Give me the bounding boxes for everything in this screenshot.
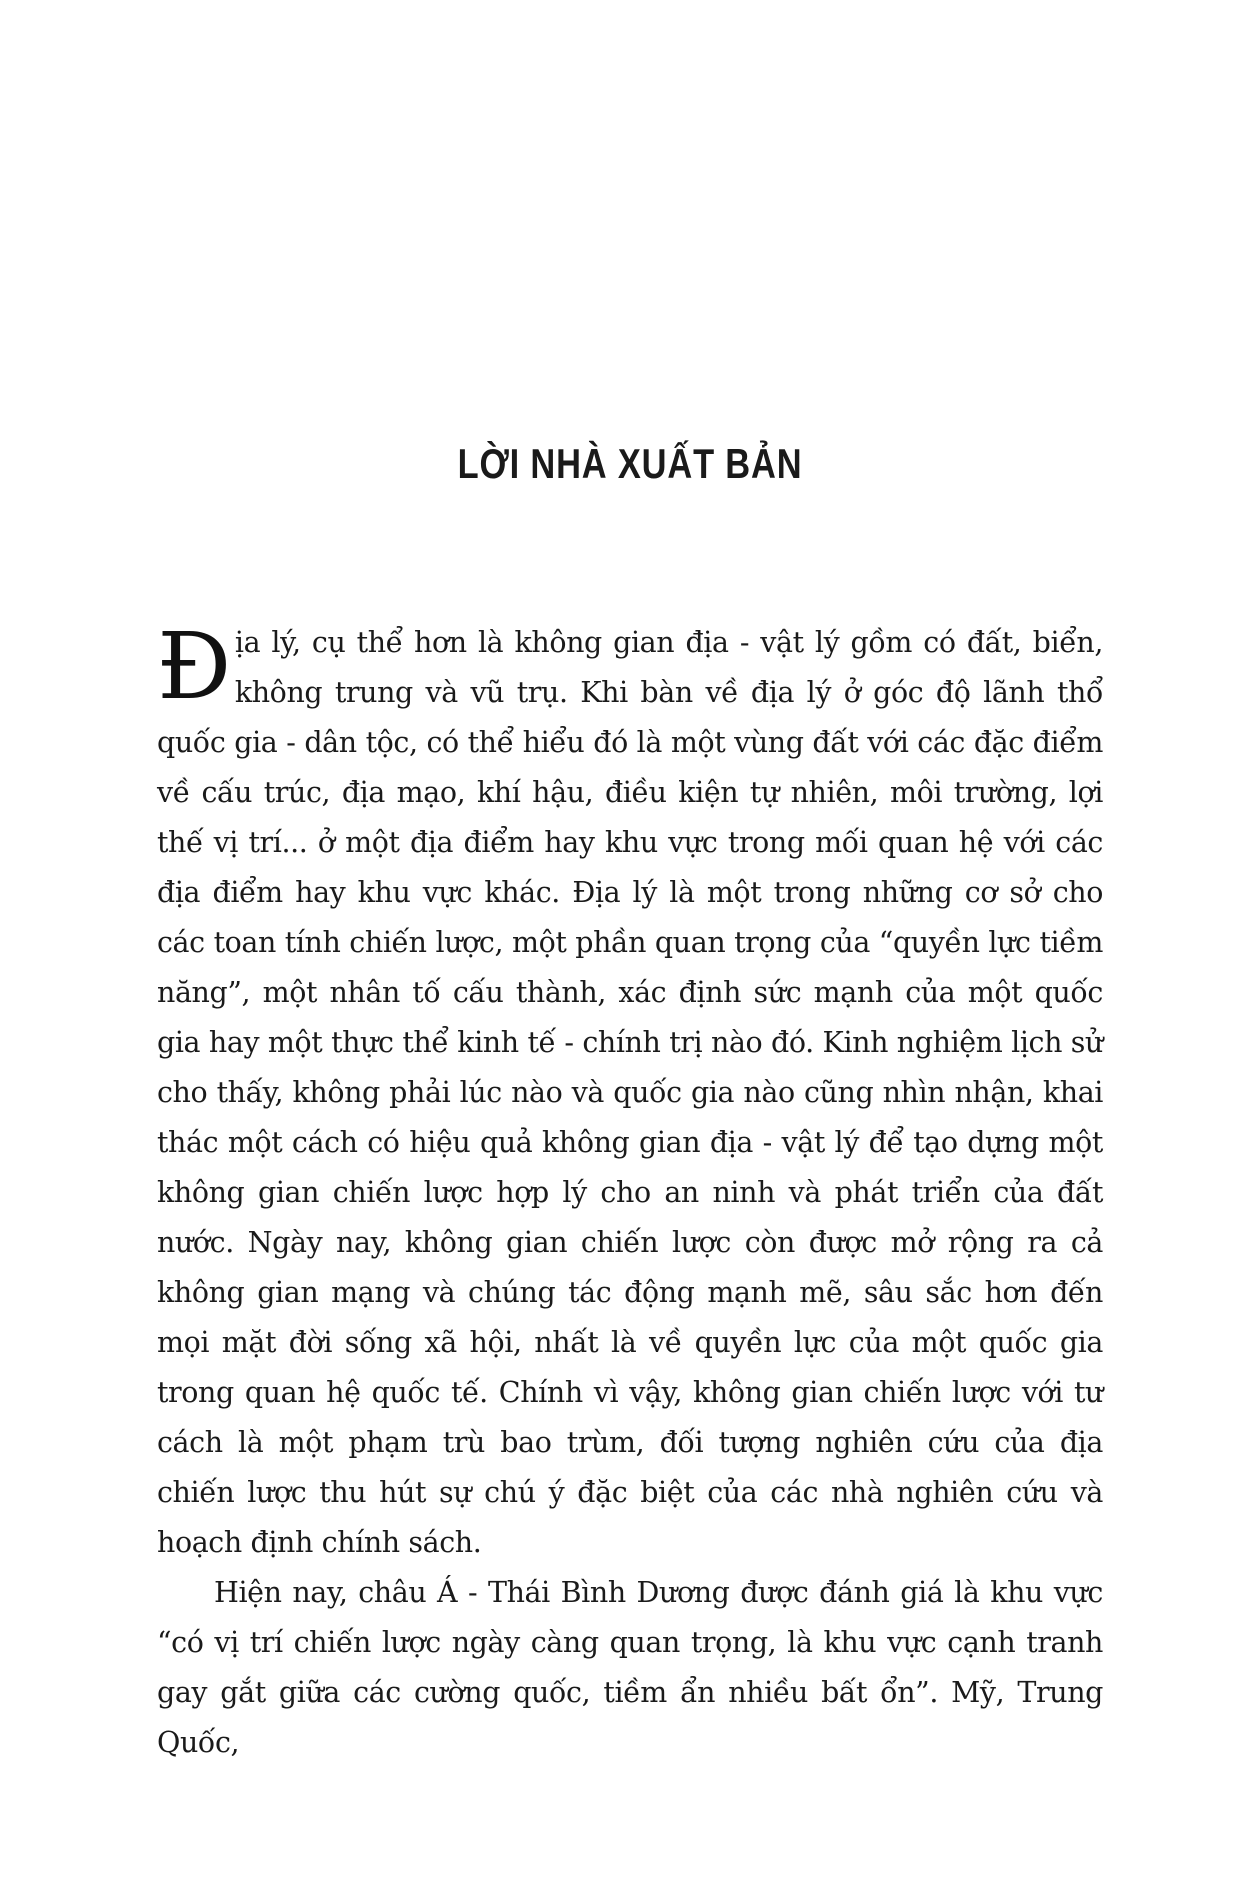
body-text: [157, 613, 1103, 1768]
paragraph-2: Hiện nay, châu Á - Thái Bình Dương được đánh giá là khu vực “có vị trí chiến lược ngày càng quan trọng, là khu vực cạnh tranh gay gắt giữa các cường quốc, tiềm ẩn nhiều bất ổn”. Mỹ, Trung Quốc,: [157, 1576, 1103, 1759]
paragraph-1: [157, 613, 1103, 1568]
page-title: LỜI NHÀ XUẤT BẢN: [457, 440, 803, 487]
drop-cap: Đ: [157, 613, 231, 720]
paragraph-1-text: ịa lý, cụ thể hơn là không gian địa - vật lý gồm có đất, biển, không trung và vũ trụ. Khi bàn về địa lý ở góc độ lãnh thổ quốc gia - dân tộc, có thể hiểu đó là một vùng đất với các đặc điểm về cấu trúc, địa mạo, khí hậu, điều kiện tự nhiên, môi trường, lợi thế vị trí... ở một địa điểm hay khu vực trong mối quan hệ với các địa điểm hay khu vực khác. Địa lý là một trong những cơ sở cho các toan tính chiến lược, một phần quan trọng của “quyền lực tiềm năng”, một nhân tố cấu thành, xác định sức mạnh của một quốc gia hay một thực thể kinh tế - chính trị nào đó. Kinh nghiệm lịch sử cho thấy, không phải lúc nào và quốc gia nào cũng nhìn nhận, khai thác một cách có hiệu quả không gian địa - vật lý để tạo dựng một không gian chiến lược hợp lý cho an ninh và phát triển của đất nước. Ngày nay, không gian chiến lược còn được mở rộng ra cả không gian mạng và chúng tác động mạnh mẽ, sâu sắc hơn đến mọi mặt đời sống xã hội, nhất là về quyền lực của một quốc gia trong quan hệ quốc tế. Chính vì vậy, không gian chiến lược với tư cách là một phạm trù bao trùm, đối tượng nghiên cứu của địa chiến lược thu hút sự chú ý đặc biệt của các nhà nghiên cứu và hoạch định chính sách.: [157, 626, 1103, 1559]
